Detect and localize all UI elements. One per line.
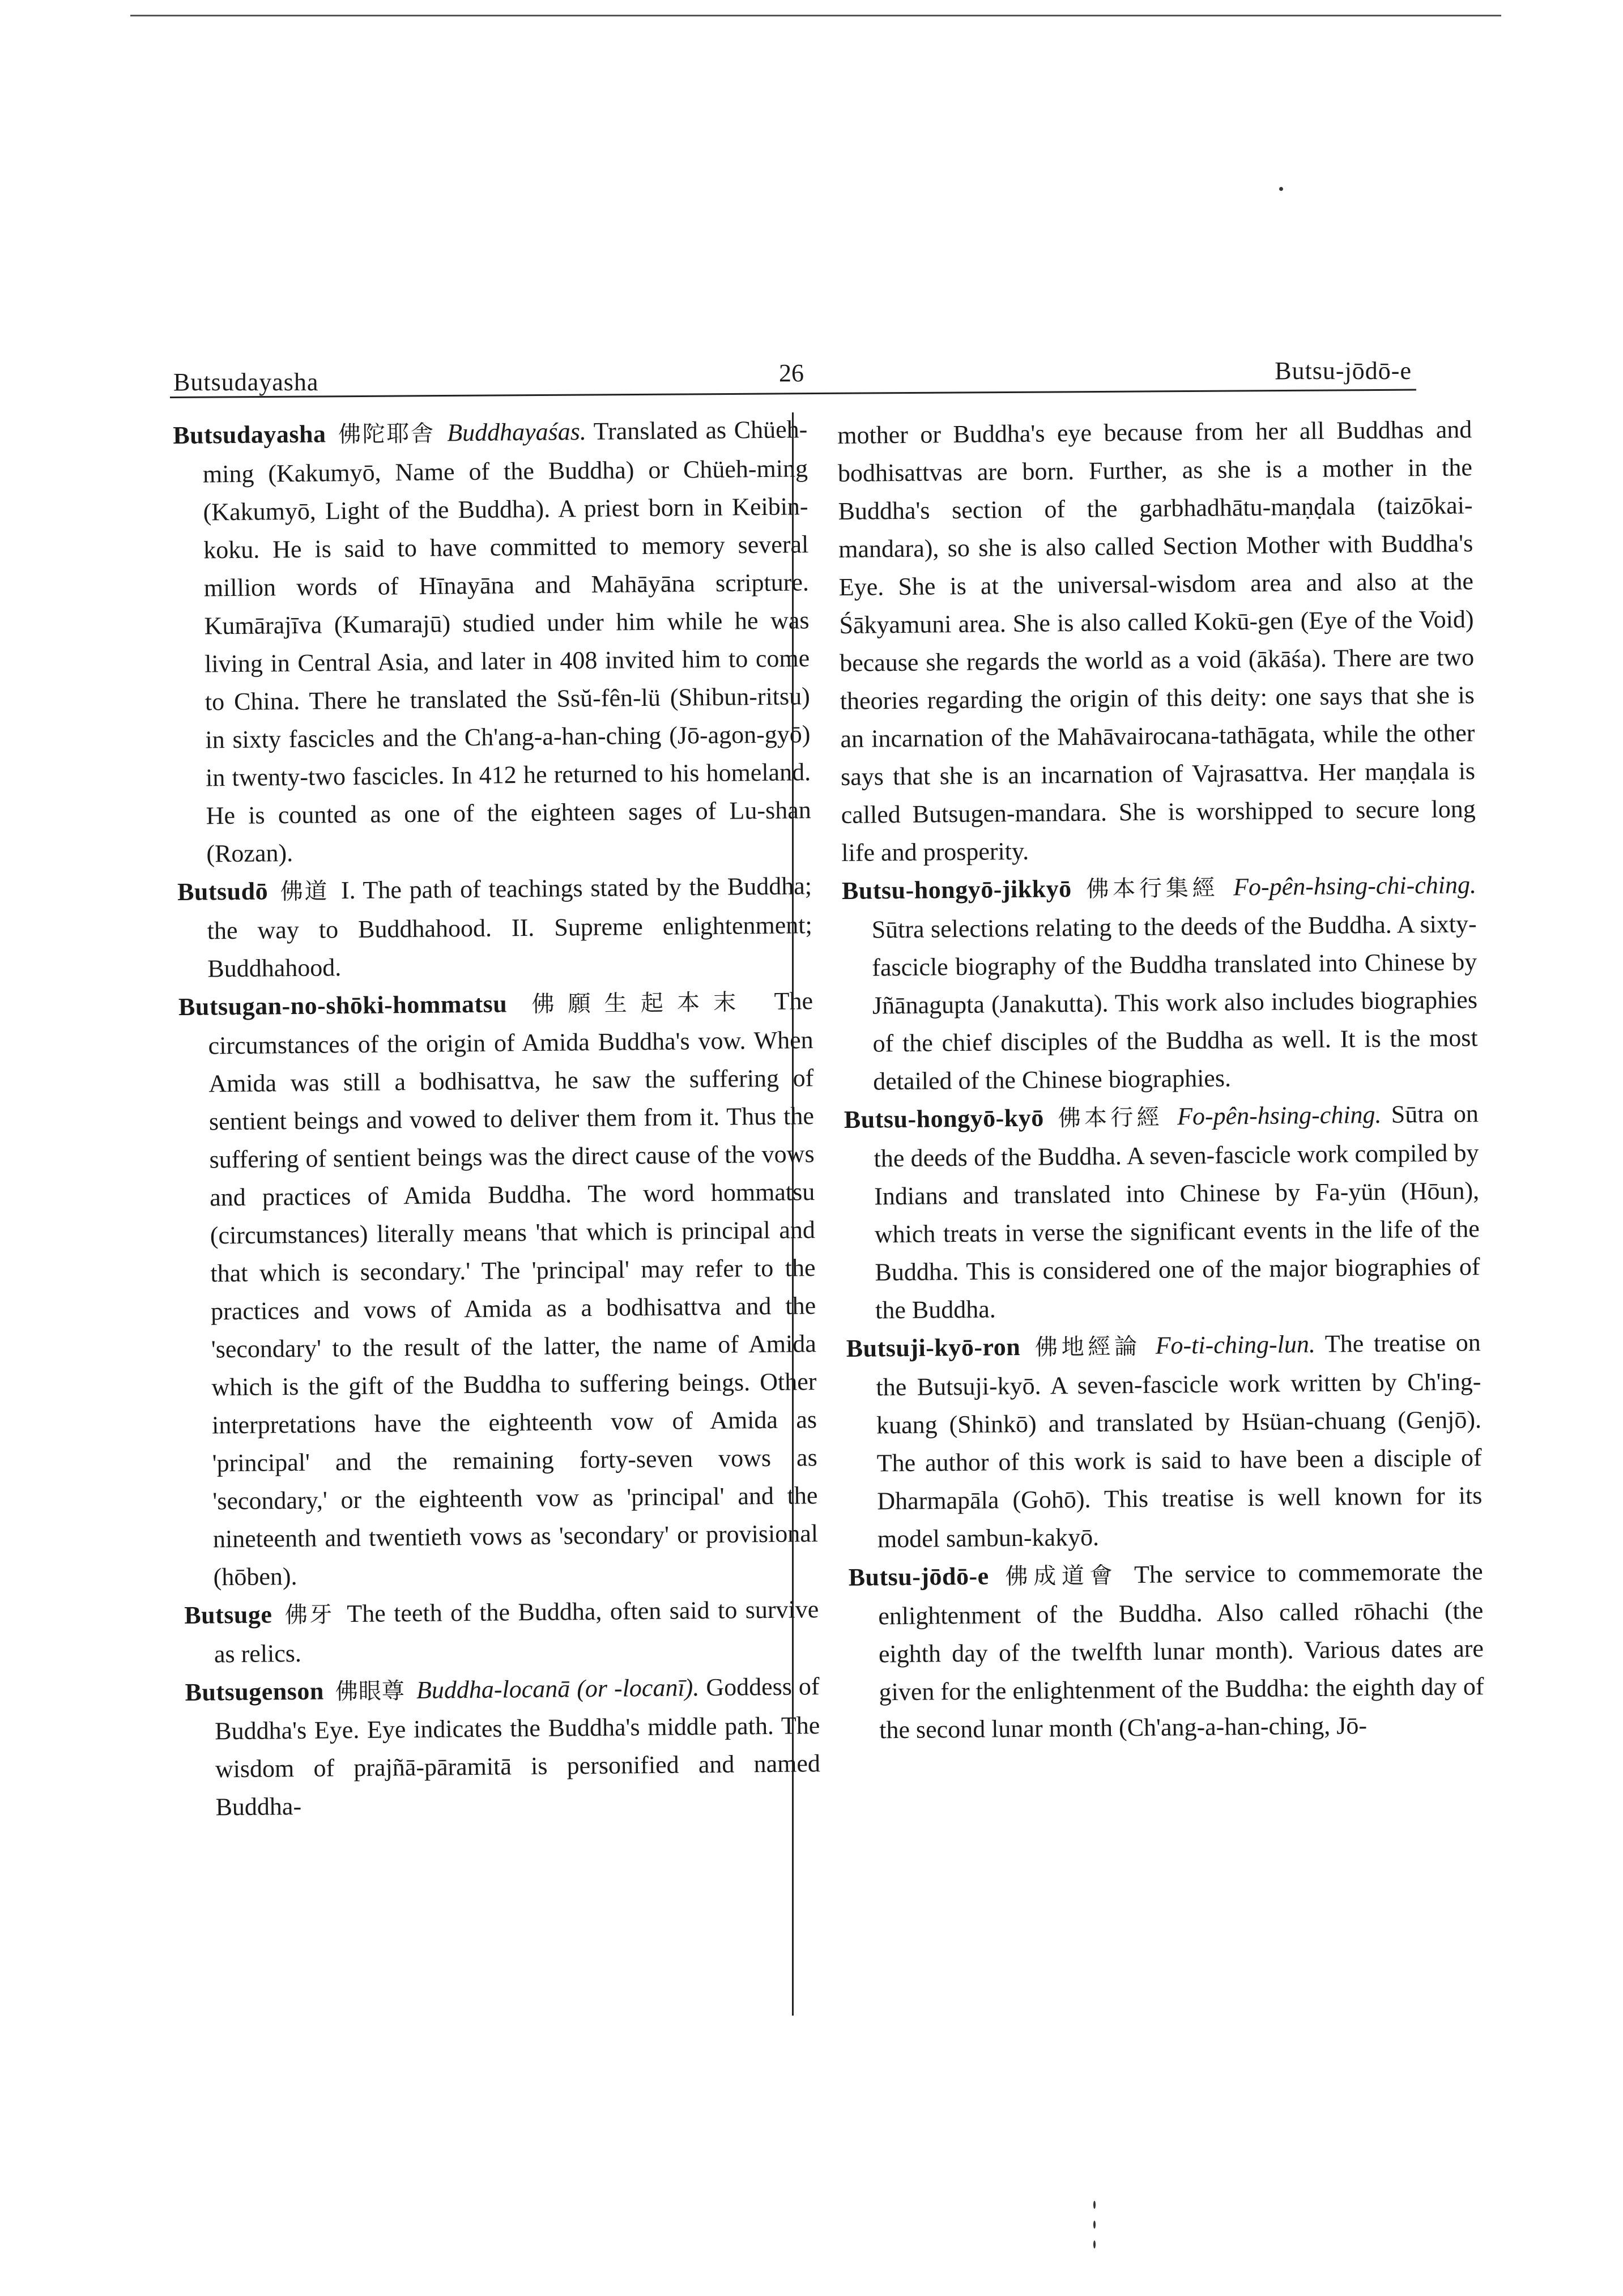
entry-kanji: 佛眼尊: [335, 1678, 406, 1705]
entry-kanji: 佛地經論: [1034, 1333, 1141, 1361]
entry-sanskrit: Fo-pên-hsing-ching.: [1177, 1100, 1382, 1131]
scan-speck: [1093, 2221, 1096, 2229]
entry-headword: Butsu-jōdō-e: [848, 1562, 989, 1591]
entry-body: Sūtra on the deeds of the Buddha. A seven-fascicle work compiled by Indians and translated into Chinese by Fa-yün (Hōun), which treats in verse the significant events in the life of the Buddha. This is considered one of the major biographies of the Buddha.: [874, 1100, 1480, 1324]
dictionary-entry: [844, 1094, 1481, 1330]
entry-body: Sūtra selections relating to the deeds of the Buddha. A sixty-fascicle biography of the Buddha translated into Chinese by Jñānagupta (Janakutta). This work also includes biographies of the chief disciples of the Buddha as well. It is the most detailed of the Chinese biographies.: [871, 910, 1478, 1096]
entry-headword: Butsuge: [184, 1600, 272, 1629]
entry-kanji: 佛陀耶舎: [338, 420, 435, 448]
entry-kanji: 佛道: [280, 878, 329, 905]
entry-sanskrit: Fo-ti-ching-lun.: [1155, 1330, 1316, 1360]
entry-body: The circumstances of the origin of Amida Buddha's vow. When Amida was still a bodhisattva, he saw the suffering of sentient beings and vowed to deliver them from it. Thus the suffering of sentient beings was the direct cause of the vows and practices of Amida Buddha. The word hommatsu (circumstances) literally means 'that which is principal and that which is secondary.' The 'principal' may refer to the practices and vows of Amida as a bodhisattva and the 'secondary' to the result of the latter, the name of Amida which is the gift of the Buddha to suffering beings. Other interpretations have the eighteenth vow of Amida as 'principal' and the remaining forty-seven vows as 'secondary,' or the eighteenth vow as 'principal' and the nineteenth and twentieth vows as 'secondary' or provisional (hōben).: [208, 987, 819, 1591]
entry-kanji: 佛願生起本末: [531, 989, 750, 1017]
scan-speck: [1279, 187, 1283, 191]
entry-headword: Butsuji-kyō-ron: [846, 1332, 1021, 1362]
dictionary-entry: [842, 866, 1479, 1101]
entry-headword: Butsu-hongyō-jikkyō: [841, 875, 1072, 905]
running-head-right: Butsu-jōdō-e: [1275, 357, 1412, 385]
entry-continuation: mother or Buddha's eye because from her all Buddhas and bodhisattvas are born. Further, as she is a mother in the Buddha's section of the garbhadhātu-maṇḍala (taizōkai-mandara), so she is also called Section Mother with Buddha's Eye. She is at the universal-wisdom area and also at the Śākyamuni area. She is also called Kokū-gen (Eye of the Void) because she regards the world as a void (ākāśa). There are two theories regarding the origin of this deity: one says that she is an incarnation of the Mahāvairocana-tathāgata, while the other says that she is an incarnation of Vajrasattva. Her maṇḍala is called Butsugen-mandara. She is worshipped to secure long life and prosperity.: [837, 415, 1476, 867]
left-column: [173, 410, 821, 1826]
running-head-left: Butsudayasha: [173, 368, 319, 396]
page-number: 26: [779, 359, 804, 387]
entry-headword: Butsugan-no-shōki-hommatsu: [178, 990, 508, 1021]
right-column: [837, 410, 1485, 1749]
entry-sanskrit: Fo-pên-hsing-chi-ching.: [1233, 871, 1477, 901]
entry-body: The teeth of the Buddha, often said to survive as relics.: [214, 1595, 819, 1668]
dictionary-entry: [184, 1590, 819, 1673]
entry-headword: Butsudō: [177, 877, 269, 906]
dictionary-entry: [173, 410, 812, 873]
entry-kanji: 佛本行集經: [1086, 875, 1219, 902]
entry-body: I. The path of teachings stated by the Buddha; the way to Buddhahood. II. Supreme enlightenment; Buddhahood.: [207, 872, 812, 983]
top-border-line: [130, 15, 1501, 16]
entry-body: The service to commemorate the enlightenment of the Buddha. Also called rōhachi (the eighth day of the twelfth lunar month). Various dates are given for the enlightenment of the Buddha: the eighth day of the second lunar month (Ch'ang-a-han-ching, Jō-: [878, 1557, 1484, 1744]
entry-kanji: 佛牙: [284, 1601, 335, 1629]
dictionary-entry: [178, 982, 819, 1596]
entry-body: Goddess of Buddha's Eye. Eye indicates the Buddha's middle path. The wisdom of prajñā-pāramitā is personified and named Buddha-: [215, 1672, 821, 1821]
entry-headword: Butsudayasha: [173, 420, 326, 449]
entry-headword: Butsu-hongyō-kyō: [844, 1104, 1044, 1134]
dictionary-entry: [846, 1323, 1483, 1558]
entry-body: Translated as Chüeh-ming (Kakumyō, Name of the Buddha) or Chüeh-ming (Kakumyō, Light of the Buddha). A priest born in Keibin-koku. He is said to have committed to memory several million words of Hīnayāna and Mahāyāna scripture. Kumārajīva (Kumarajū) studied under him while he was living in Central Asia, and later in 408 invited him to come to China. There he translated the Ssŭ-fên-lü (Shibun-ritsu) in sixty fascicles and the Ch'ang-a-han-ching (Jō-agon-gyō) in twenty-two fascicles. In 412 he returned to his homeland. He is counted as one of the eighteen sages of Lu-shan (Rozan).: [202, 415, 811, 868]
scan-speck: [1093, 2201, 1096, 2209]
entry-body: The treatise on the Butsuji-kyō. A seven-fascicle work written by Ch'ing-kuang (Shinkō) and translated by Hsüan-chuang (Genjō). The author of this work is said to have been a disciple of Dharmapāla (Gohō). This treatise is well known for its model sambun-kakyō.: [876, 1328, 1483, 1553]
entry-sanskrit: Buddha-locanā (or -locanī).: [416, 1673, 700, 1704]
entry-kanji: 佛成道會: [1005, 1562, 1118, 1590]
dictionary-entry: [185, 1667, 821, 1826]
entry-sanskrit: Buddhayaśas.: [447, 417, 587, 447]
entry-headword: Butsugenson: [185, 1677, 325, 1706]
dictionary-entry: [177, 867, 813, 988]
dictionary-entry: [848, 1552, 1484, 1749]
entry-kanji: 佛本行經: [1058, 1104, 1164, 1132]
scan-speck: [1093, 2240, 1096, 2248]
